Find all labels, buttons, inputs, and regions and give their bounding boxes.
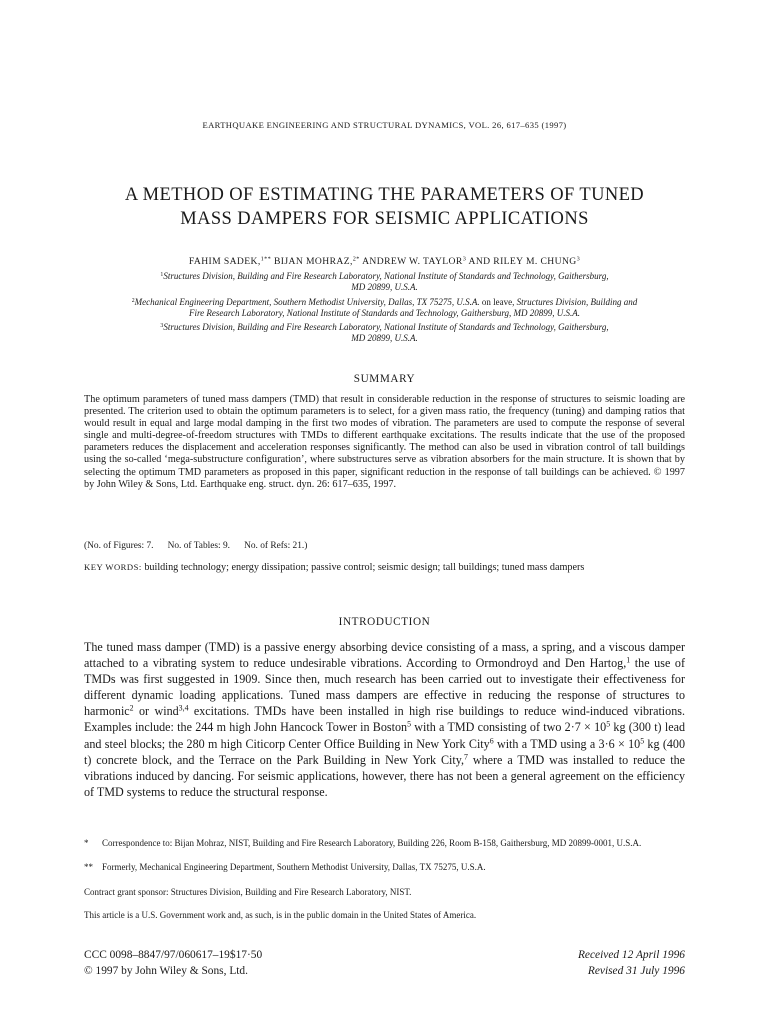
citation-1[interactable]: 1: [626, 655, 631, 665]
figure-table-ref-counts: (No. of Figures: 7. No. of Tables: 9. No. of Refs: 21.): [84, 541, 308, 551]
affiliation-1-line-1: Structures Division, Building and Fire Research Laboratory, National Institute of Standards and Technology, Gaithersburg,: [163, 271, 609, 281]
intro-text-7: with a TMD using a 3·6 × 10: [493, 736, 641, 751]
summary-heading: SUMMARY: [353, 373, 416, 385]
introduction-heading: INTRODUCTION: [338, 616, 431, 628]
affiliation-1-mark: 1: [160, 271, 164, 278]
author-list: [84, 256, 685, 267]
public-domain-note: This article is a U.S. Government work and, as such, is in the public domain in the United States of America.: [84, 910, 477, 920]
grant-sponsor: Contract grant sponsor: Structures Division, Building and Fire Research Laboratory, NIST.: [84, 887, 412, 897]
intro-text-5: with a TMD consisting of two 2·7 × 10: [411, 720, 607, 735]
intro-text-6: kg (300 t) lead and steel blocks; the 280 m high Citicorp Center Office Building in New York City: [84, 720, 685, 751]
citation-2[interactable]: 2: [129, 704, 134, 714]
affiliation-2-on-leave: on leave,: [479, 297, 517, 307]
author-mohraz-affil: 2*: [352, 255, 360, 263]
received-date: Received 12 April 1996: [577, 949, 685, 961]
keywords-label: KEY WORDS:: [84, 562, 142, 572]
intro-text-3: or wind: [133, 704, 179, 719]
intro-text-8: kg (400 t) concrete block, and the Terrace on the Park Building in New York City,: [84, 736, 685, 767]
citation-6[interactable]: 6: [489, 736, 494, 746]
author-taylor: ANDREW W. TAYLOR: [359, 256, 463, 267]
author-mohraz: BIJAN MOHRAZ,: [271, 256, 353, 267]
exponent-2: 5: [640, 736, 645, 746]
affiliation-2-line-1: Mechanical Engineering Department, Southern Methodist University, Dallas, TX 75275, U.S.A.: [134, 297, 480, 307]
affiliation-3-line-1: Structures Division, Building and Fire Research Laboratory, National Institute of Standards and Technology, Gaithersburg,: [163, 322, 609, 332]
affiliation-3-line-2: MD 20899, U.S.A.: [351, 333, 418, 344]
affiliation-2: [80, 297, 689, 320]
affiliation-2-line-1-cont: Structures Division, Building and: [516, 297, 638, 307]
affiliation-1: [84, 271, 685, 294]
affiliation-2-line-2: Fire Research Laboratory, National Institute of Standards and Technology, Gaithersburg, MD 20899, U.S.A.: [188, 308, 581, 319]
citation-3-4[interactable]: 3,4: [178, 704, 189, 714]
author-sadek-affil: 1**: [260, 255, 272, 263]
revised-date: Revised 31 July 1996: [587, 965, 685, 977]
intro-text-9: where a TMD was installed to reduce the vibrations induced by dancing. For seismic applications, however, there has not been a general agreement on the efficiency of TMD systems to reduce the structural response.: [84, 752, 685, 799]
affiliation-3: [84, 322, 685, 345]
affiliation-2-mark: 2: [131, 297, 135, 304]
title-line-1: A METHOD OF ESTIMATING THE PARAMETERS OF TUNED: [124, 185, 645, 205]
keywords: [84, 562, 685, 573]
paper-page: [84, 0, 685, 1024]
footnote-double-star-text: Formerly, Mechanical Engineering Department, Southern Methodist University, Dallas, TX 75275, U.S.A.: [102, 862, 486, 872]
footnote-correspondence: [84, 838, 685, 849]
footer-right: [578, 947, 685, 979]
keywords-list: building technology; energy dissipation; passive control; seismic design; tall buildings; tuned mass dampers: [141, 562, 585, 573]
title-line-2: MASS DAMPERS FOR SEISMIC APPLICATIONS: [180, 209, 589, 229]
footer-left: [84, 947, 262, 979]
footnote-star-text: Correspondence to: Bijan Mohraz, NIST, Building and Fire Research Laboratory, Building 226, Room B-158, Gaithersburg, MD 20899-0001, U.S.A.: [102, 838, 642, 848]
author-taylor-affil: 3: [462, 255, 467, 263]
affiliation-1-line-2: MD 20899, U.S.A.: [351, 282, 418, 293]
introduction-paragraph: [84, 639, 685, 800]
abstract-text: The optimum parameters of tuned mass dampers (TMD) that result in considerable reduction in the response of structures to seismic loading are presented. The criterion used to obtain the optimum parameters is to select, for a given mass ratio, the frequency (tuning) and damping ratios that would result in equal and large modal damping in the first two modes of vibration. The parameters are used to compute the response of several single and multi-degree-of-freedom structures with TMDs to different earthquake excitations. The results indicate that the use of the proposed parameters reduces the displacement and acceleration responses significantly. The method can also be used in vibration control of tall buildings using the so-called ‘mega-substructure configuration’, where substructures serve as vibration absorbers for the main structure. It is shown that by selecting the optimum TMD parameters as proposed in this paper, significant reduction in the response of tall buildings can be achieved. © 1997 by John Wiley & Sons, Ltd. Earthquake eng. struct. dyn. 26: 617–635, 1997.: [84, 394, 685, 490]
affiliation-3-mark: 3: [160, 322, 164, 329]
paper-title: [84, 183, 685, 231]
citation-5[interactable]: 5: [407, 720, 412, 730]
journal-header: EARTHQUAKE ENGINEERING AND STRUCTURAL DYNAMICS, VOL. 26, 617–635 (1997): [202, 120, 567, 130]
author-chung: AND RILEY M. CHUNG: [466, 256, 577, 267]
author-sadek: FAHIM SADEK,: [188, 256, 261, 267]
intro-text-4: excitations. TMDs have been installed in high rise buildings to reduce wind-induced vibrations. Examples include: the 244 m high John Hancock Tower in Boston: [84, 704, 685, 735]
intro-text-1: The tuned mass damper (TMD) is a passive energy absorbing device consisting of a mass, a spring, and a viscous damper attached to a vibrating system to reduce undesirable vibrations. According to Ormondroyd and Den Hartog,: [84, 640, 685, 671]
citation-7[interactable]: 7: [464, 752, 468, 762]
footer-copyright: © 1997 by John Wiley & Sons, Ltd.: [84, 965, 248, 977]
author-chung-affil: 3: [576, 255, 581, 263]
footnote-double-star-mark: **: [84, 862, 93, 872]
footnote-formerly: [84, 862, 685, 873]
ccc-code: CCC 0098–8847/97/060617–19$17·50: [84, 949, 263, 961]
exponent-1: 5: [606, 720, 611, 730]
footnote-star-mark: *: [84, 838, 89, 848]
intro-text-2: the use of TMDs was first suggested in 1909. Since then, much research has been carried out to investigate their effectiveness for different dynamic loading applications. Tuned mass dampers are effective in reducing the response of structures to harmonic: [84, 656, 685, 719]
